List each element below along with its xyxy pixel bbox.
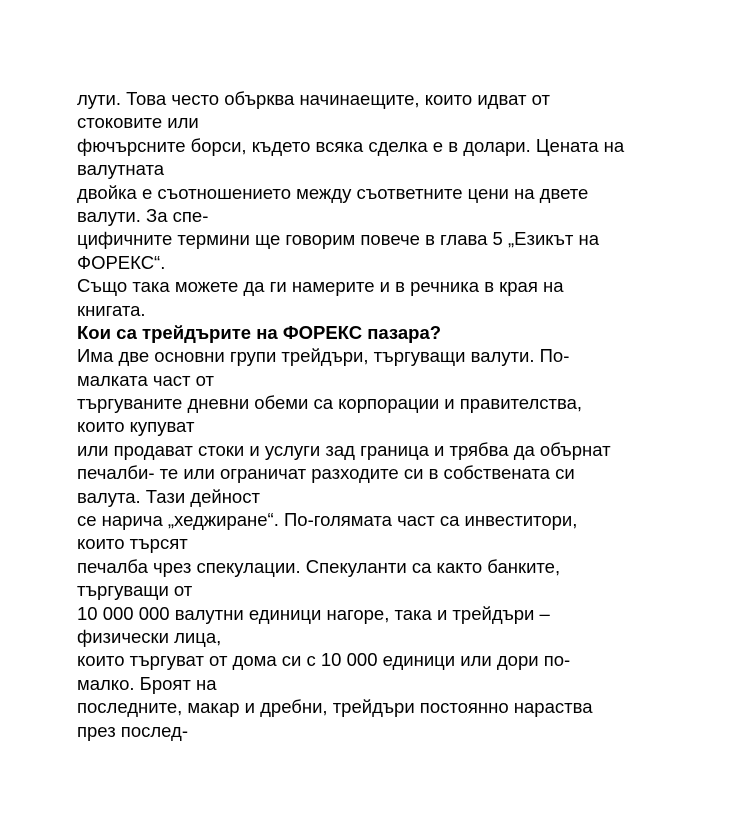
text-line: 10 000 000 валутни единици нагоре, така и трейдъри –: [77, 602, 550, 624]
text-line: книгата.: [77, 298, 146, 320]
text-line: лути. Това често обърква начинаещите, които идват от: [77, 88, 550, 109]
text-line: последните, макар и дребни, трейдъри постоянно нараства: [77, 696, 593, 718]
text-line: печалба чрез спекулации. Спекуланти са както банките,: [77, 555, 561, 577]
text-line: търгуваните дневни обеми са корпорации и правителства,: [77, 392, 583, 414]
text-line: или продават стоки и услуги зад граница и трябва да обърнат: [77, 438, 611, 460]
text-line: Има две основни групи трейдъри, търгуващи валути. По-: [77, 345, 570, 367]
text-line: които търгуват от дома си с 10 000 единици или дори по-: [77, 649, 571, 671]
text-line: малко. Броят на: [77, 672, 217, 694]
text-line: двойка е съотношението между съответните цени на двете: [77, 181, 589, 203]
text-line: ФОРЕКС“.: [77, 251, 166, 273]
text-line: през послед-: [77, 719, 188, 741]
text-line: търгуващи от: [77, 579, 193, 601]
text-line: стоковите или: [77, 111, 199, 133]
text-line: цифичните термини ще говорим повече в глава 5 „Езикът на: [77, 228, 600, 250]
text-line: които търсят: [77, 532, 188, 554]
text-line: физически лица,: [77, 625, 222, 647]
text-line: малката част от: [77, 368, 215, 390]
body-text: [77, 87, 677, 742]
text-line: печалби- те или ограничат разходите си в собствената си: [77, 462, 575, 484]
text-line: Също така можете да ги намерите и в речника в края на: [77, 275, 564, 297]
text-line: фючърсните борси, където всяка сделка е в долари. Цената на: [77, 134, 625, 156]
text-line: се нарича „хеджиране“. По-голямата част са инвеститори,: [77, 509, 578, 531]
text-line: валути. За спе-: [77, 204, 209, 226]
text-line: които купуват: [77, 415, 195, 437]
text-line: валутната: [77, 158, 165, 180]
text-line: валута. Тази дейност: [77, 485, 260, 507]
section-heading: Кои са трейдърите на ФОРЕКС пазара?: [77, 321, 442, 343]
